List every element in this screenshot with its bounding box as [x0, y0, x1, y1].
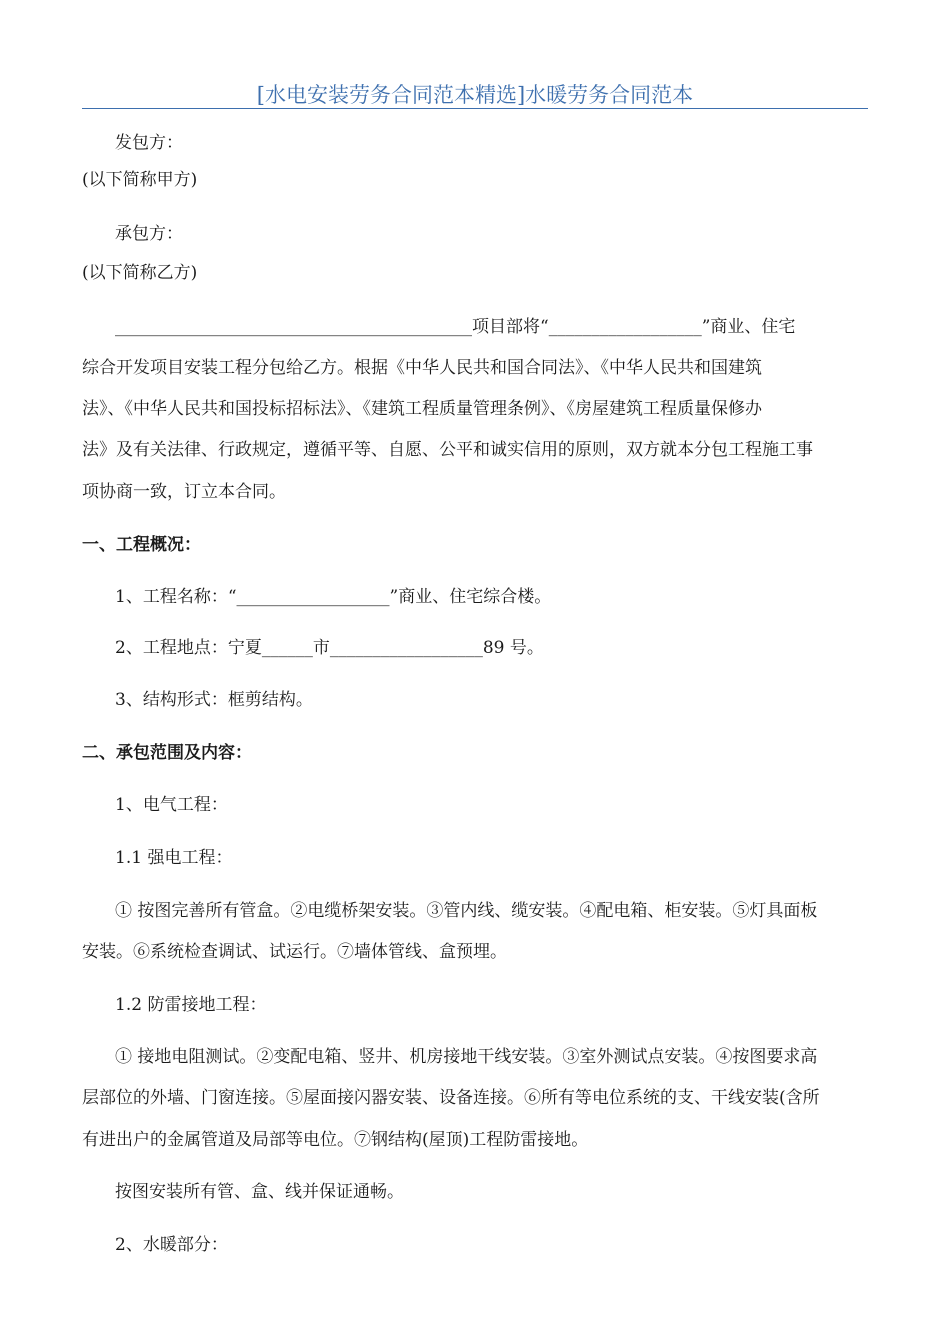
party-a-label: 发包方： [115, 133, 183, 153]
intro-line: 综合开发项目安装工程分包给乙方。根据《中华人民共和国合同法》、《中华人民共和国建筑 [82, 358, 762, 378]
subsection-heading: 1、电气工程： [115, 795, 228, 815]
paragraph-line: 安装。⑥系统检查调试、试运行。⑦墙体管线、盒预埋。 [82, 942, 507, 962]
header-divider [82, 108, 868, 109]
subsection-heading: 2、水暖部分： [115, 1235, 228, 1255]
party-a-note: (以下简称甲方) [82, 170, 198, 190]
paragraph-line: 有进出户的金属管道及局部等电位。⑦钢结构(屋顶)工程防雷接地。 [82, 1130, 589, 1150]
intro-line: 法》、《中华人民共和国投标招标法》、《建筑工程质量管理条例》、《房屋建筑工程质量保修办 [82, 399, 762, 419]
intro-line: __________________________________________项目部将“__________________”商业、住宅 [115, 317, 796, 337]
project-item: 3、结构形式：框剪结构。 [115, 690, 313, 710]
intro-line: 法》及有关法律、行政规定，遵循平等、自愿、公平和诚实信用的原则，双方就本分包工程施工事 [82, 440, 813, 460]
party-b-note: (以下简称乙方) [82, 263, 198, 283]
section-heading: 一、工程概况： [82, 535, 201, 555]
paragraph-line: 层部位的外墙、门窗连接。⑤屋面接闪器安装、设备连接。⑥所有等电位系统的支、干线安装(含所 [82, 1088, 820, 1108]
project-item: 2、工程地点：宁夏______市__________________89 号。 [115, 638, 544, 658]
paragraph-line: 按图安装所有管、盒、线并保证通畅。 [115, 1182, 404, 1202]
document-title: [水电安装劳务合同范本精选]水暖劳务合同范本 [256, 83, 694, 107]
subsection-heading: 1.2 防雷接地工程： [115, 995, 267, 1015]
section-heading: 二、承包范围及内容： [82, 743, 252, 763]
party-b-label: 承包方： [115, 224, 183, 244]
paragraph-line: ① 接地电阻测试。②变配电箱、竖井、机房接地干线安装。③室外测试点安装。④按图要求高 [115, 1047, 818, 1067]
subsection-heading: 1.1 强电工程： [115, 848, 233, 868]
paragraph-line: ① 按图完善所有管盒。②电缆桥架安装。③管内线、缆安装。④配电箱、柜安装。⑤灯具面板 [115, 901, 818, 921]
intro-line: 项协商一致，订立本合同。 [82, 482, 286, 502]
project-item: 1、工程名称：“__________________”商业、住宅综合楼。 [115, 587, 552, 607]
